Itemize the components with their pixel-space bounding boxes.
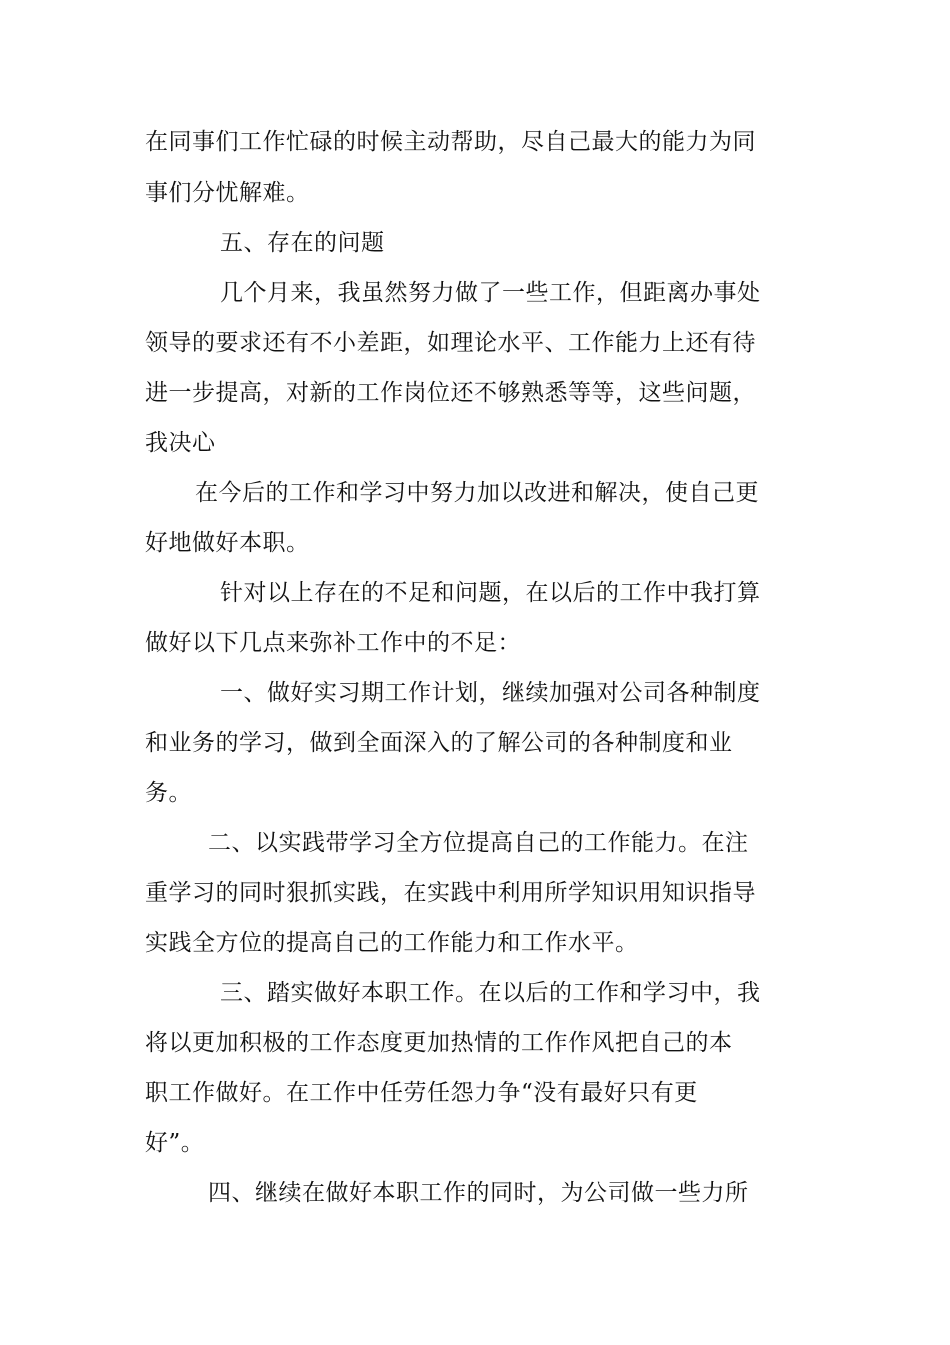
text-line: 在今后的工作和学习中努力加以改进和解决，使自己更 <box>195 480 759 506</box>
text-line: 和业务的学习，做到全面深入的了解公司的各种制度和业 <box>145 730 733 756</box>
text-line: 职工作做好。在工作中任劳任怨力争“没有最好只有更 <box>145 1080 698 1106</box>
text-line: 针对以上存在的不足和问题，在以后的工作中我打算 <box>220 580 761 606</box>
list-item: 二、以实践带学习全方位提高自己的工作能力。在注 <box>208 830 749 856</box>
section-heading: 五、存在的问题 <box>220 230 385 256</box>
text-line: 做好以下几点来弥补工作中的不足： <box>145 630 521 656</box>
text-line: 事们分忧解难。 <box>145 180 310 206</box>
text-line: 将以更加积极的工作态度更加热情的工作作风把自己的本 <box>145 1030 733 1056</box>
text-line: 我决心 <box>145 430 216 456</box>
list-item: 四、继续在做好本职工作的同时，为公司做一些力所 <box>208 1180 749 1206</box>
text-line: 实践全方位的提高自己的工作能力和工作水平。 <box>145 930 639 956</box>
list-item: 一、做好实习期工作计划，继续加强对公司各种制度 <box>220 680 761 706</box>
text-line: 重学习的同时狠抓实践，在实践中利用所学知识用知识指导 <box>145 880 756 906</box>
text-line: 领导的要求还有不小差距，如理论水平、工作能力上还有待 <box>145 330 756 356</box>
text-line: 好”。 <box>145 1130 205 1156</box>
text-line: 进一步提高，对新的工作岗位还不够熟悉等等，这些问题， <box>145 380 756 406</box>
text-line: 在同事们工作忙碌的时候主动帮助，尽自己最大的能力为同 <box>145 129 756 155</box>
text-line: 几个月来，我虽然努力做了一些工作，但距离办事处 <box>220 280 761 306</box>
text-line: 务。 <box>145 780 192 806</box>
list-item: 三、踏实做好本职工作。在以后的工作和学习中，我 <box>220 980 761 1006</box>
text-line: 好地做好本职。 <box>145 530 310 556</box>
